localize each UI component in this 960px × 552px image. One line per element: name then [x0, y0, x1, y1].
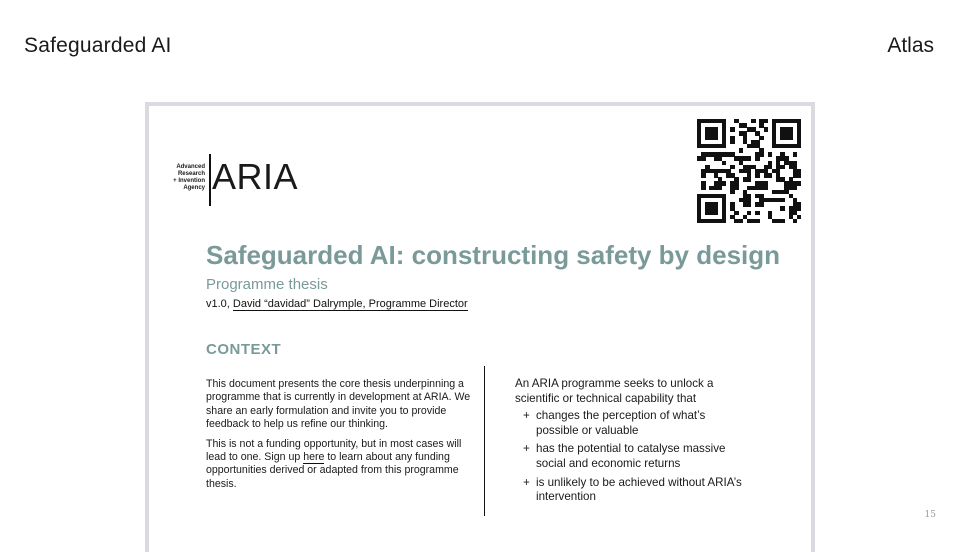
slide-title: Safeguarded AI — [24, 34, 172, 57]
document-page — [145, 102, 815, 552]
author-link[interactable]: David “davidad” Dalrymple, Programme Director — [232, 298, 468, 310]
column-divider — [484, 366, 485, 516]
qr-module — [755, 156, 759, 160]
qr-module — [755, 173, 759, 177]
qr-module — [764, 186, 768, 190]
qr-module — [734, 211, 738, 215]
qr-module — [755, 219, 759, 223]
qr-module — [780, 206, 784, 210]
qr-module — [780, 219, 784, 223]
qr-module — [730, 140, 734, 144]
paragraph-text: to learn about any funding opportunities derived or adapted from this programme thesis. — [206, 451, 459, 490]
qr-module — [714, 136, 718, 140]
plus-icon: + — [523, 409, 530, 423]
logo-line: Research — [177, 171, 205, 177]
aria-logo: ARIA — [212, 156, 299, 197]
qr-module — [747, 211, 751, 215]
qr-module — [701, 186, 705, 190]
plus-icon: + — [523, 475, 530, 489]
qr-module — [768, 173, 772, 177]
qr-module — [730, 127, 734, 131]
paragraph: An ARIA programme seeks to unlock a scientific or technical capability that — [515, 377, 714, 405]
qr-module — [722, 181, 726, 185]
qr-module — [797, 215, 801, 219]
qr-module — [747, 156, 751, 160]
qr-module — [768, 152, 772, 156]
plus-icon: + — [523, 442, 530, 456]
version-label: v1.0, — [206, 298, 230, 310]
page-number: 15 — [924, 510, 936, 520]
qr-code-icon — [697, 119, 801, 223]
qr-module — [718, 186, 722, 190]
logo-line: + Invention — [173, 178, 205, 184]
list-item-text: changes the perception of what’s possible or valuable — [536, 409, 706, 437]
paragraph-text: This is not a funding opportunity, but in most cases will lead to one. Sign up — [206, 437, 462, 464]
document-subtitle: Programme thesis — [206, 276, 328, 293]
list-item — [515, 476, 747, 505]
qr-module — [759, 152, 763, 156]
qr-module — [759, 202, 763, 206]
qr-module — [789, 136, 793, 140]
qr-module — [722, 144, 726, 148]
left-column — [206, 378, 474, 497]
logo-line: Advanced — [176, 164, 205, 170]
list-item-text: is unlikely to be achieved without ARIA’s intervention — [536, 475, 742, 504]
qr-module — [747, 202, 751, 206]
qr-module — [701, 173, 705, 177]
qr-module — [764, 119, 768, 123]
qr-module — [722, 219, 726, 223]
qr-module — [780, 198, 784, 202]
signup-link[interactable]: here — [303, 451, 325, 464]
document-version-line — [206, 298, 468, 310]
qr-module — [793, 219, 797, 223]
logo-divider — [209, 154, 211, 206]
qr-module — [714, 211, 718, 215]
list-item — [515, 442, 747, 471]
qr-module — [793, 152, 797, 156]
list-item-text: has the potential to catalyse massive social and economic returns — [536, 442, 726, 470]
logo-agency-text — [169, 164, 205, 192]
qr-module — [759, 136, 763, 140]
qr-module — [797, 206, 801, 210]
document-title: Safeguarded AI: constructing safety by design — [206, 240, 781, 270]
qr-module — [730, 165, 734, 169]
qr-module — [701, 156, 705, 160]
qr-module — [780, 165, 784, 169]
section-heading: CONTEXT — [206, 341, 282, 358]
qr-module — [797, 181, 801, 185]
qr-module — [722, 161, 726, 165]
qr-module — [797, 173, 801, 177]
qr-module — [739, 219, 743, 223]
qr-module — [793, 186, 797, 190]
qr-module — [797, 144, 801, 148]
qr-module — [747, 177, 751, 181]
bullet-list — [515, 409, 747, 505]
qr-module — [751, 119, 755, 123]
paragraph: This document presents the core thesis underpinning a programme that is currently in development at ARIA. We share an early formulation and invite you to provide feedback to help us refine our thinking. — [206, 378, 471, 431]
qr-module — [764, 127, 768, 131]
brand-name: Atlas — [887, 34, 934, 57]
list-item — [515, 409, 747, 438]
qr-module — [730, 190, 734, 194]
qr-module — [739, 148, 743, 152]
paragraph — [206, 438, 474, 492]
right-column — [515, 377, 747, 509]
logo-line: Agency — [183, 185, 205, 191]
qr-module — [734, 186, 738, 190]
qr-module — [755, 211, 759, 215]
